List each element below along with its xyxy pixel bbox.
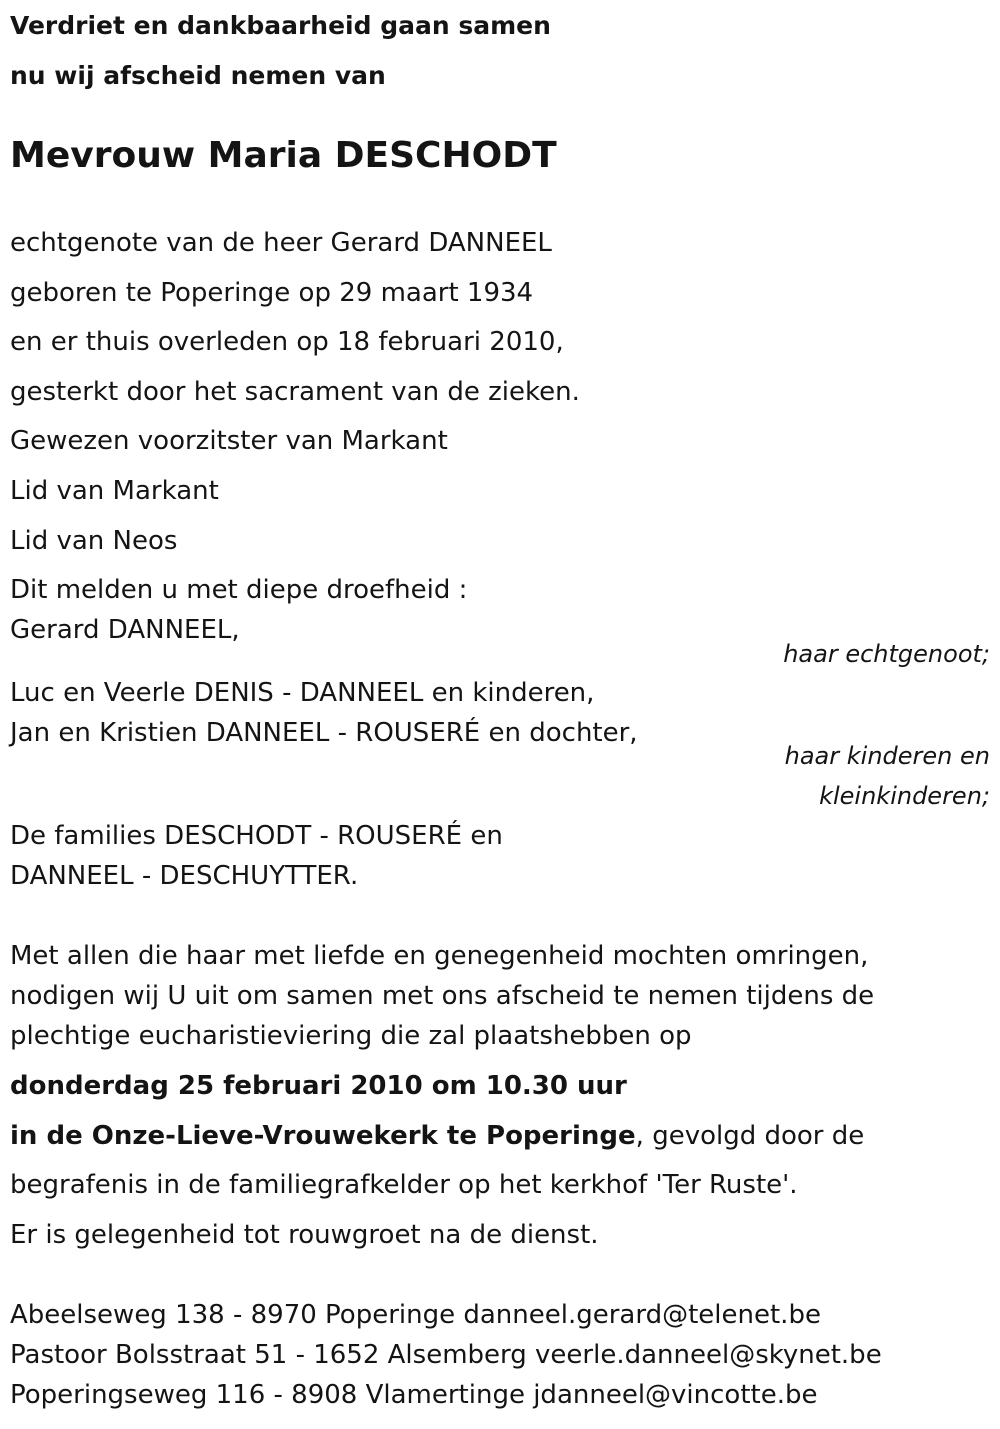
detail-sacrament: gesterkt door het sacrament van de zieken. xyxy=(10,377,580,407)
invitation-line-3: plechtige eucharistieviering die zal plaatshebben op xyxy=(10,1021,692,1051)
detail-member-neos: Lid van Neos xyxy=(10,526,178,556)
invitation-line-1: Met allen die haar met liefde en genegenheid mochten omringen, xyxy=(10,941,869,971)
detail-birth: geboren te Poperinge op 29 maart 1934 xyxy=(10,278,534,308)
detail-former-chair: Gewezen voorzitster van Markant xyxy=(10,426,448,456)
announcement: Dit melden u met diepe droefheid : xyxy=(10,575,468,605)
service-place: in de Onze-Lieve-Vrouwekerk te Poperinge xyxy=(10,1121,636,1151)
family-children-role-2: kleinkinderen; xyxy=(819,782,990,810)
deceased-name: Mevrouw Maria DESCHODT xyxy=(10,135,557,176)
address-3: Poperingseweg 116 - 8908 Vlamertinge jdanneel@vincotte.be xyxy=(10,1380,818,1410)
family-families-2: DANNEEL - DESCHUYTTER. xyxy=(10,861,359,891)
family-child-1: Luc en Veerle DENIS - DANNEEL en kinderen, xyxy=(10,678,595,708)
family-spouse-role: haar echtgenoot; xyxy=(783,640,990,668)
detail-member-markant: Lid van Markant xyxy=(10,476,219,506)
detail-death: en er thuis overleden op 18 februari 2010, xyxy=(10,327,564,357)
condolence-info: Er is gelegenheid tot rouwgroet na de dienst. xyxy=(10,1220,599,1250)
family-children-role-1: haar kinderen en xyxy=(784,742,990,770)
service-date: donderdag 25 februari 2010 om 10.30 uur xyxy=(10,1071,627,1101)
intro-line-1: Verdriet en dankbaarheid gaan samen xyxy=(10,11,551,40)
service-place-suffix: , gevolgd door de xyxy=(635,1121,865,1151)
family-child-2: Jan en Kristien DANNEEL - ROUSERÉ en dochter, xyxy=(10,718,638,748)
invitation-line-2: nodigen wij U uit om samen met ons afscheid te nemen tijdens de xyxy=(10,981,875,1011)
detail-spouse: echtgenote van de heer Gerard DANNEEL xyxy=(10,228,552,258)
family-families-1: De families DESCHODT - ROUSERÉ en xyxy=(10,821,503,851)
intro-line-2: nu wij afscheid nemen van xyxy=(10,61,386,90)
family-spouse: Gerard DANNEEL, xyxy=(10,615,240,645)
burial-info: begrafenis in de familiegrafkelder op het kerkhof 'Ter Ruste'. xyxy=(10,1170,798,1200)
service-place-line xyxy=(10,1120,864,1152)
address-1: Abeelseweg 138 - 8970 Poperinge danneel.gerard@telenet.be xyxy=(10,1300,821,1330)
address-2: Pastoor Bolsstraat 51 - 1652 Alsemberg veerle.danneel@skynet.be xyxy=(10,1340,882,1370)
